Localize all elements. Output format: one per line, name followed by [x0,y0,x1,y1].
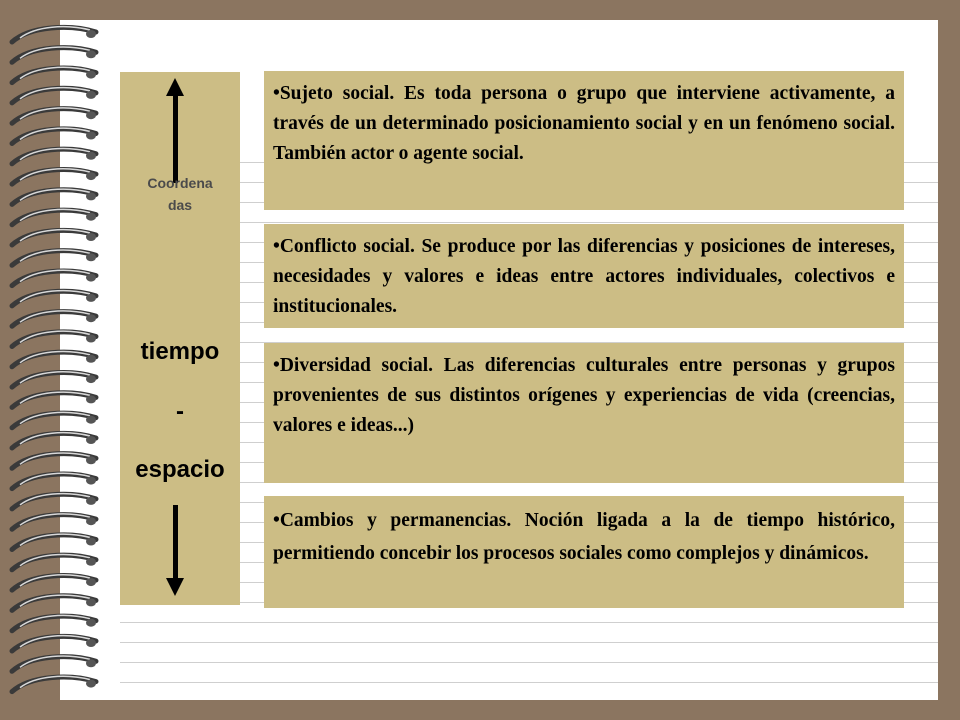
spiral-hole [86,538,96,546]
concept-text: •Sujeto social. Es toda persona o grupo que interviene activamente, a través de un determinado posicionamiento social y en un fenómeno social. También actor o agente social. [273,83,895,164]
arrow-up-shaft [173,95,178,183]
spiral-hole [86,314,96,322]
spiral-hole [86,213,96,221]
spiral-hole [86,172,96,180]
spiral-hole [86,375,96,383]
dash-separator: - [176,398,184,425]
coordinates-line-2: das [167,197,193,213]
arrow-up-icon [166,78,184,96]
concept-box-social-diversity [264,343,904,483]
spiral-hole [86,91,96,99]
spiral-hole [86,111,96,119]
spiral-hole [86,192,96,200]
ruled-line [120,642,938,643]
spiral-hole [86,132,96,140]
spiral-hole [86,274,96,282]
spiral-hole [86,639,96,647]
spiral-hole [86,680,96,688]
spiral-hole [86,456,96,464]
spiral-hole [86,578,96,586]
spiral-hole [86,294,96,302]
ruled-line [120,222,938,223]
spiral-hole [86,152,96,160]
concept-box-social-conflict [264,224,904,328]
space-word: espacio [135,456,225,483]
spiral-hole [86,517,96,525]
spiral-hole [86,598,96,606]
coordinates-label [120,172,240,216]
spiral-hole [86,659,96,667]
coordinates-line-1: Coordena [147,175,213,191]
spiral-hole [86,416,96,424]
spiral-binding-icon [0,22,100,700]
concept-text: •Diversidad social. Las diferencias culturales entre personas y grupos provenientes de sus distintos orígenes y experiencias de vida (creencias, valores e ideas...) [273,355,895,436]
ruled-line [120,622,938,623]
arrow-down-icon [166,578,184,596]
spiral-hole [86,233,96,241]
spiral-hole [86,30,96,38]
concept-text: •Conflicto social. Se produce por las diferencias y posiciones de intereses, necesidades y valores e ideas entre actores individuales, colectivos e institucionales. [273,236,895,317]
ruled-line [120,662,938,663]
concept-box-social-subject [264,71,904,210]
concept-text: •Cambios y permanencias. Noción ligada a la de tiempo histórico, permitiendo concebir los procesos sociales como complejos y dinámicos. [273,510,895,564]
spiral-hole [86,71,96,79]
spiral-hole [86,335,96,343]
spiral-hole [86,253,96,261]
spiral-hole [86,355,96,363]
time-word: tiempo [140,338,220,365]
spiral-hole [86,436,96,444]
arrow-down-shaft [173,505,178,585]
concept-box-changes-permanences [264,496,904,608]
spiral-hole [86,558,96,566]
spiral-hole [86,477,96,485]
ruled-line [120,682,938,683]
spiral-hole [86,395,96,403]
spiral-hole [86,497,96,505]
spiral-hole [86,50,96,58]
sidebar-panel [120,72,240,605]
spiral-hole [86,619,96,627]
